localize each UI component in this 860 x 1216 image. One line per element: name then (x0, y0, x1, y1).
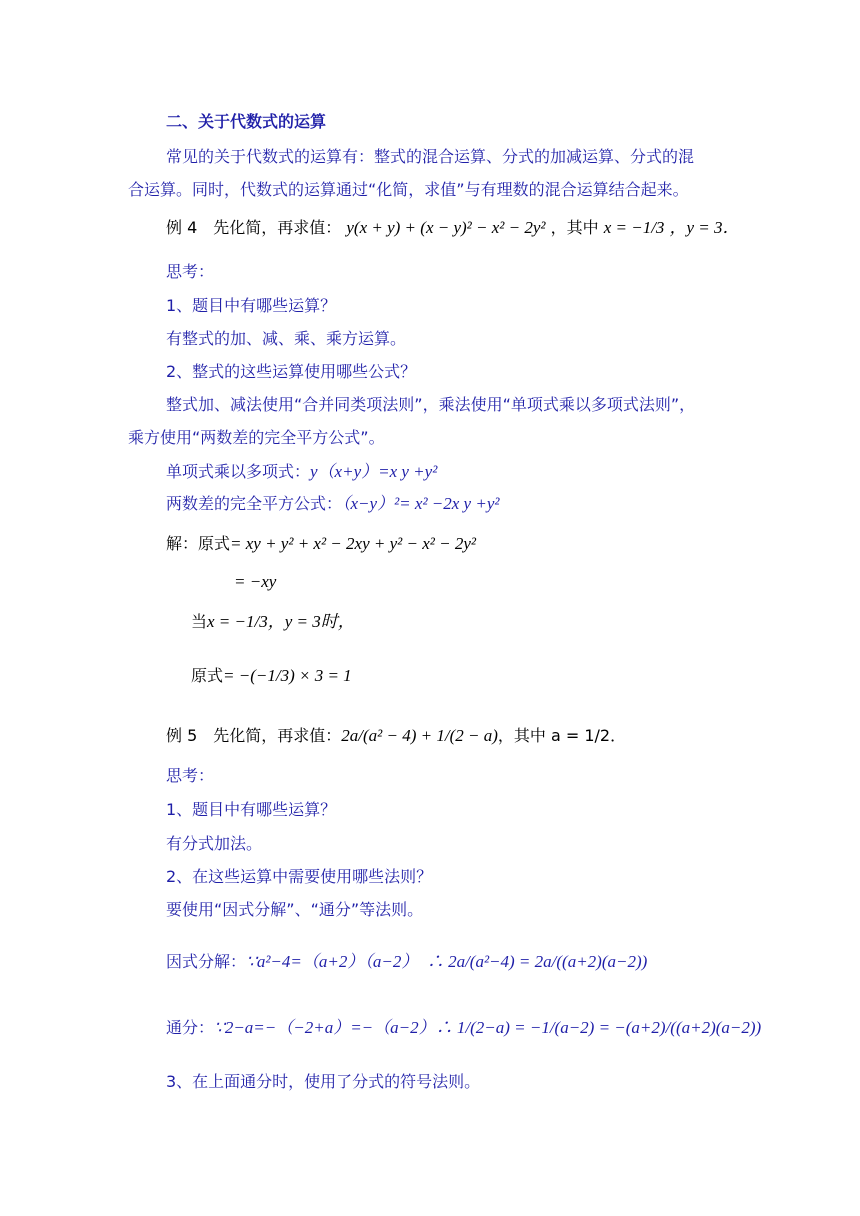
example-4-x-condition: x = −1/3 (603, 218, 665, 237)
example-4-cond-prefix: ，其中 (550, 218, 599, 237)
example-4-answer-1: 有整式的加、减、乘、乘方运算。 (166, 329, 407, 348)
example-5-expression: 2a/(a² − 4) + 1/(2 − a) (341, 726, 498, 745)
factorization-expression: ∵a²−4=（a+2）（a−2） ∴ 2a/(a²−4) = 2a/((a+2)(a−2)) (246, 952, 648, 971)
formula-1-label: 单项式乘以多项式： (166, 462, 311, 481)
solution-label: 解：原式 (166, 534, 231, 553)
example-4-answer-2-line-2: 乘方使用“两数差的完全平方公式”。 (128, 428, 385, 447)
intro-line-1: 常见的关于代数式的运算有：整式的混合运算、分式的加减运算、分式的混 (166, 147, 695, 166)
example-5-think: 思考： (166, 766, 215, 785)
solution-expression-1: = xy + y² + x² − 2xy + y² − x² − 2y² (230, 534, 476, 553)
solution-line-1 (166, 534, 476, 554)
section-title: 二、关于代数式的运算 (166, 112, 327, 131)
common-denominator-line (166, 1018, 761, 1038)
factorization-line (166, 952, 647, 972)
example-4-label: 例 4 先化简，再求值： (166, 218, 342, 237)
solution-when (191, 612, 355, 632)
example-4-y-condition: ，y = 3． (669, 218, 740, 237)
factorization-label: 因式分解： (166, 952, 247, 971)
example-4-question-1: 1、题目中有哪些运算？ (166, 296, 337, 315)
when-label: 当 (191, 612, 208, 631)
example-5-answer-2: 要使用“因式分解”、“通分”等法则。 (166, 900, 424, 919)
solution-expression-2: = −xy (234, 572, 277, 591)
common-denominator-expression: ∵2−a=−（−2+a）=−（a−2）∴ 1/(2−a) = −1/(a−2) = −(a+2)/((a+2)(a−2)) (214, 1018, 762, 1037)
formula-1 (166, 462, 437, 482)
final-expression: = −(−1/3) × 3 = 1 (223, 666, 352, 685)
example-5-statement (166, 726, 626, 746)
example-5-question-3: 3、在上面通分时，使用了分式的符号法则。 (166, 1072, 481, 1091)
example-5-question-1: 1、题目中有哪些运算？ (166, 800, 337, 819)
example-4-statement (166, 218, 740, 238)
example-4-question-2: 2、整式的这些运算使用哪些公式？ (166, 362, 417, 381)
formula-2-expression: （x−y）²= x² −2x y +y² (342, 494, 500, 513)
example-5-condition: ，其中 a = 1/2． (497, 726, 627, 745)
common-denominator-label: 通分： (166, 1018, 215, 1037)
example-5-answer-1: 有分式加法。 (166, 834, 263, 853)
example-4-answer-2-line-1: 整式加、减法使用“合并同类项法则”，乘法使用“单项式乘以多项式法则”， (166, 395, 696, 414)
example-5-label: 例 5 先化简，再求值： (166, 726, 342, 745)
solution-final (191, 666, 352, 686)
example-4-think: 思考： (166, 262, 215, 281)
formula-2-label: 两数差的完全平方公式： (166, 494, 343, 513)
example-4-expression: y(x + y) + (x − y)² − x² − 2y² (346, 218, 546, 237)
when-condition: x = −1/3，y = 3时， (207, 612, 355, 631)
formula-2 (166, 494, 499, 514)
formula-1-expression: y（x+y）=x y +y² (310, 462, 438, 481)
final-label: 原式 (191, 666, 224, 685)
intro-line-2: 合运算。同时，代数式的运算通过“化简，求值”与有理数的混合运算结合起来。 (128, 180, 689, 199)
example-5-question-2: 2、在这些运算中需要使用哪些法则？ (166, 867, 433, 886)
